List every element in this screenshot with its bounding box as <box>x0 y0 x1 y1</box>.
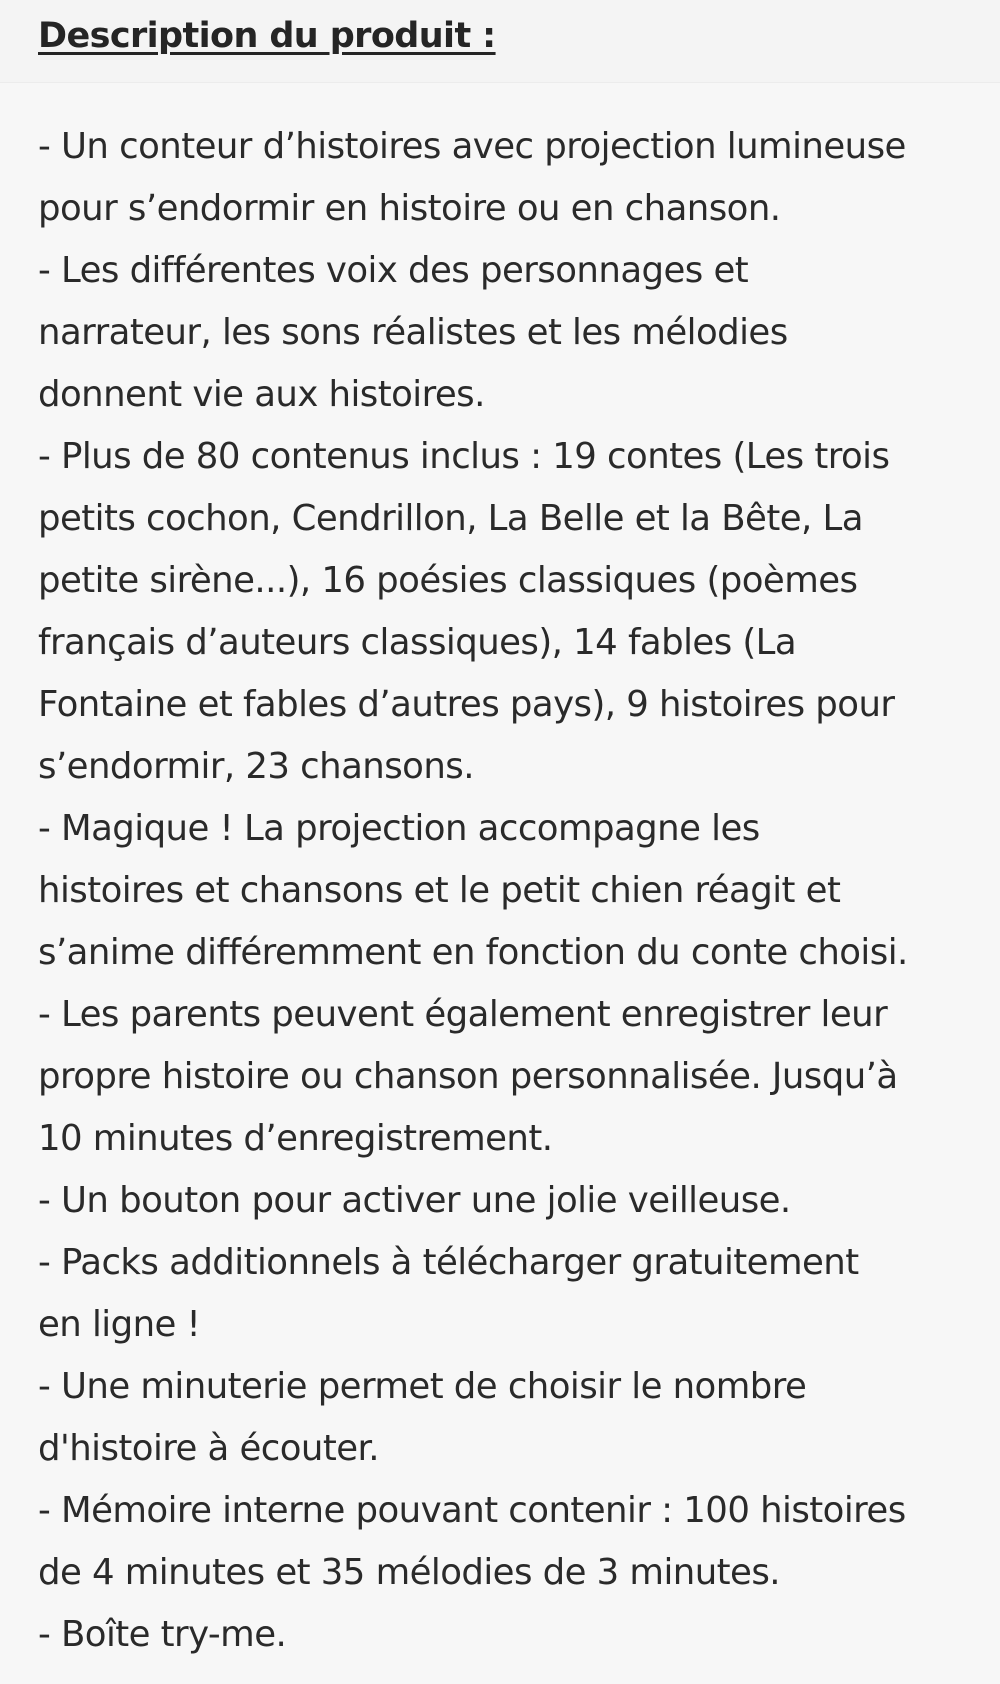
description-line: de 4 minutes et 35 mélodies de 3 minutes. <box>38 1552 781 1593</box>
description-line: - Les parents peuvent également enregistrer leur <box>38 994 888 1035</box>
description-line: - Une minuterie permet de choisir le nombre <box>38 1366 807 1407</box>
description-line: petits cochon, Cendrillon, La Belle et la Bête, La <box>38 498 863 539</box>
description-line: en ligne ! <box>38 1304 201 1345</box>
description-line: français d’auteurs classiques), 14 fables (La <box>38 622 797 663</box>
description-line: s’anime différemment en fonction du conte choisi. <box>38 932 908 973</box>
description-line: - Mémoire interne pouvant contenir : 100 histoires <box>38 1490 906 1531</box>
description-line: pour s’endormir en histoire ou en chanson. <box>38 188 781 229</box>
description-line: - Plus de 80 contenus inclus : 19 contes (Les trois <box>38 436 890 477</box>
section-title: Description du produit : <box>38 16 496 56</box>
description-line: 10 minutes d’enregistrement. <box>38 1118 553 1159</box>
description-line: - Packs additionnels à télécharger gratuitement <box>38 1242 859 1283</box>
description-line: - Boîte try-me. <box>38 1614 287 1655</box>
description-line: petite sirène...), 16 poésies classiques (poèmes <box>38 560 858 601</box>
section-header <box>0 0 1000 83</box>
product-description <box>38 116 978 1666</box>
description-line: s’endormir, 23 chansons. <box>38 746 474 787</box>
description-line: d'histoire à écouter. <box>38 1428 380 1469</box>
description-line: propre histoire ou chanson personnalisée. Jusqu’à <box>38 1056 898 1097</box>
description-line: Fontaine et fables d’autres pays), 9 histoires pour <box>38 684 895 725</box>
description-line: - Un bouton pour activer une jolie veilleuse. <box>38 1180 791 1221</box>
description-line: - Magique ! La projection accompagne les <box>38 808 760 849</box>
description-line: - Un conteur d’histoires avec projection lumineuse <box>38 126 906 167</box>
description-line: histoires et chansons et le petit chien réagit et <box>38 870 841 911</box>
description-line: - Les différentes voix des personnages et <box>38 250 749 291</box>
description-line: narrateur, les sons réalistes et les mélodies <box>38 312 788 353</box>
description-line: donnent vie aux histoires. <box>38 374 485 415</box>
